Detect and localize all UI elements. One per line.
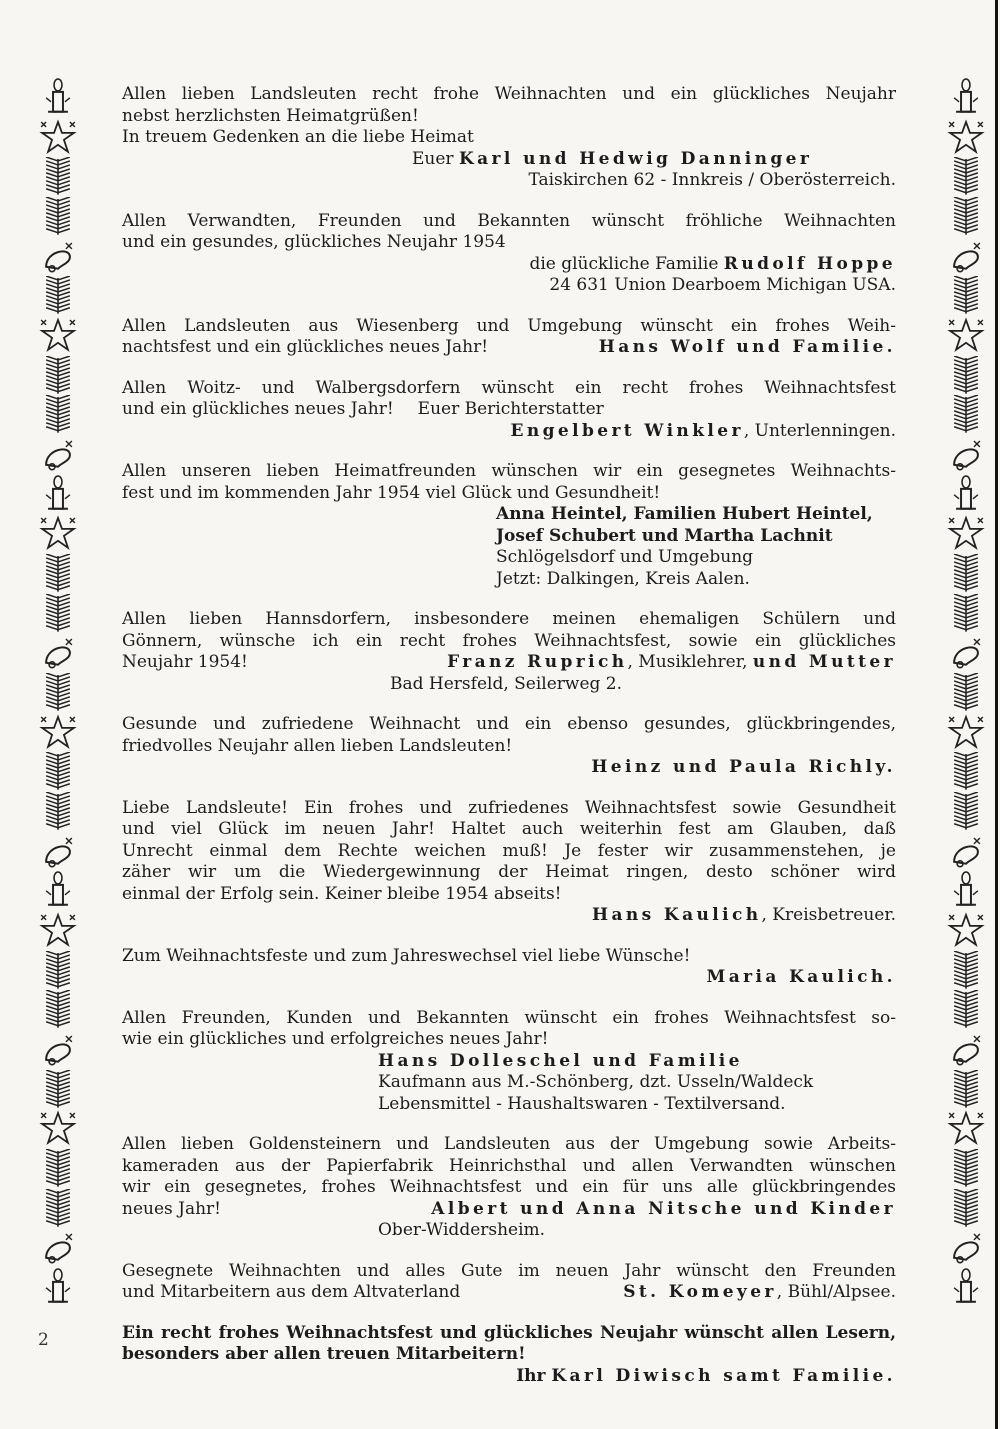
signature-prefix: Ihr: [516, 1365, 552, 1386]
text-segment: neues Jahr!: [122, 1198, 222, 1219]
signature-address: Schlögelsdorf und Umgebung: [496, 547, 754, 567]
fir-branch-icon: [38, 752, 78, 792]
text-segment: Neujahr 1954!: [122, 652, 248, 672]
text-line: einmal der Erfolg sein. Keiner bleibe 1954 abseits!: [122, 883, 562, 904]
text-segment: und ein glückliches neues Jahr!: [122, 399, 394, 419]
text-line: friedvolles Neujahr allen lieben Landsleuten!: [122, 735, 513, 756]
text-line: Ein recht frohes Weihnachtsfest und glückliches Neujahr wünscht allen Lesern,: [122, 1322, 896, 1343]
bell-icon: [38, 633, 78, 673]
candle-icon: [38, 1268, 78, 1308]
fir-branch-icon: [946, 157, 986, 197]
star-icon: [946, 713, 986, 753]
fir-branch-icon: [946, 356, 986, 396]
text-line: [122, 399, 896, 421]
fir-branch-icon: [38, 792, 78, 832]
bell-icon: [38, 237, 78, 277]
bell-icon: [946, 435, 986, 475]
signature-suffix: , Bühl/Alpsee.: [776, 1282, 896, 1302]
candle-icon: [38, 475, 78, 515]
candle-icon: [38, 78, 78, 118]
greeting-ruprich: [122, 609, 896, 695]
signature-suffix: , Kreisbetreuer.: [761, 905, 896, 925]
fir-branch-icon: [38, 990, 78, 1030]
fir-branch-icon: [946, 990, 986, 1030]
bell-icon: [946, 1228, 986, 1268]
fir-branch-icon: [946, 792, 986, 832]
greeting-nitsche: [122, 1134, 896, 1242]
star-icon: [946, 118, 986, 158]
star-icon: [38, 514, 78, 554]
fir-branch-icon: [946, 1149, 986, 1189]
fir-branch-icon: [946, 673, 986, 713]
fir-branch-icon: [946, 276, 986, 316]
text-line: Allen Freunden, Kunden und Bekannten wünscht ein frohes Weihnachtsfest so-: [122, 1007, 896, 1028]
text-line: nebst herzlichsten Heimatgrüßen!: [122, 105, 419, 126]
candle-icon: [38, 871, 78, 911]
bell-icon: [38, 435, 78, 475]
fir-branch-icon: [38, 673, 78, 713]
fir-branch-icon: [946, 1189, 986, 1229]
signature-prefix: Euer: [412, 148, 459, 169]
signature-name: Karl und Hedwig Danninger: [458, 148, 813, 169]
text-line: und viel Glück im neuen Jahr! Haltet auch weiterhin fest am Glauben, daß: [122, 819, 896, 839]
text-line: Gesegnete Weihnachten und alles Gute im neuen Jahr wünscht den Freunden: [122, 1260, 896, 1281]
page-edge: [995, 0, 998, 1429]
greeting-hoppe: [122, 211, 896, 297]
greeting-dolleschel: [122, 1008, 896, 1116]
signature-suffix: , Unterlenningen.: [743, 420, 896, 441]
text-line: Gönnern, wünsche ich ein recht frohes Weihnachtsfest, sowie ein glückliches: [122, 630, 896, 651]
signature-address: Ober-Widdersheim.: [378, 1220, 546, 1240]
bell-icon: [946, 633, 986, 673]
text-line: kameraden aus der Papierfabrik Heinrichsthal und allen Verwandten wünschen: [122, 1155, 896, 1176]
greeting-winkler: [122, 378, 896, 443]
text-line: Zum Weihnachtsfeste und zum Jahreswechsel viel liebe Wünsche!: [122, 945, 691, 966]
text-line: In treuem Gedenken an die liebe Heimat: [122, 127, 474, 147]
star-icon: [38, 1109, 78, 1149]
text-line: fest und im kommenden Jahr 1954 viel Glück und Gesundheit!: [122, 482, 661, 503]
fir-branch-icon: [38, 1149, 78, 1189]
page-number: 2: [38, 1330, 49, 1350]
fir-branch-icon: [38, 276, 78, 316]
signature-address: Bad Hersfeld, Seilerweg 2.: [390, 673, 623, 694]
text-line: wie ein glückliches und erfolgreiches neues Jahr!: [122, 1029, 549, 1049]
text-segment: und Mitarbeitern aus dem Altvaterland: [122, 1282, 461, 1302]
text-segment: Euer Berichterstatter: [417, 399, 604, 419]
signature-line: [248, 652, 896, 674]
signature-address: Jetzt: Dalkingen, Kreis Aalen.: [496, 568, 750, 589]
signature-name: Engelbert Winkler: [510, 420, 744, 441]
fir-branch-icon: [38, 1070, 78, 1110]
bell-icon: [946, 237, 986, 277]
text-line: Liebe Landsleute! Ein frohes und zufriedenes Weihnachtsfest sowie Gesundheit: [122, 797, 896, 818]
greeting-kaulich: [122, 798, 896, 927]
fir-branch-icon: [38, 594, 78, 634]
fir-branch-icon: [946, 1070, 986, 1110]
text-line: Unrecht einmal dem Rechte weichen muß! Je fester wir zusammenstehen, je: [122, 840, 896, 861]
text-line: Allen lieben Goldensteinern und Landsleuten aus der Umgebung sowie Arbeits-: [122, 1134, 896, 1154]
fir-branch-icon: [946, 752, 986, 792]
text-line: Allen Landsleuten aus Wiesenberg und Umgebung wünscht ein frohes Weih-: [122, 315, 896, 336]
signature-line: [122, 1366, 896, 1388]
text-line: Allen lieben Hannsdorfern, insbesondere meinen ehemaligen Schülern und: [122, 609, 896, 629]
signature-line: [122, 254, 896, 276]
signature-prefix: die glückliche Familie: [529, 253, 724, 274]
greeting-maria-kaulich: [122, 946, 896, 989]
star-icon: [946, 911, 986, 951]
signature-name: Heinz und Paula Richly.: [591, 757, 896, 777]
fir-branch-icon: [38, 157, 78, 197]
signature-address: Kaufmann aus M.-Schönberg, dzt. Usseln/Waldeck: [378, 1072, 814, 1092]
greeting-komeyer: [122, 1261, 896, 1304]
text-line: Allen Verwandten, Freunden und Bekannten wünscht fröhliche Weihnachten: [122, 210, 896, 231]
text-line: [122, 337, 896, 359]
bell-icon: [38, 1228, 78, 1268]
star-icon: [946, 1109, 986, 1149]
signature-name: Karl Diwisch samt Familie.: [551, 1365, 896, 1386]
fir-branch-icon: [946, 554, 986, 594]
right-ornament-border: [944, 78, 988, 1308]
bell-icon: [38, 832, 78, 872]
signature-line: [460, 1282, 896, 1304]
signature-name: Hans Wolf und Familie.: [598, 337, 896, 357]
signature-line: [122, 905, 896, 927]
signature-address: 24 631 Union Dearboem Michigan USA.: [549, 275, 896, 295]
signature-address: Taiskirchen 62 - Innkreis / Oberösterreich.: [528, 170, 896, 190]
star-icon: [38, 911, 78, 951]
text-line: [122, 1282, 896, 1304]
star-icon: [38, 118, 78, 158]
fir-branch-icon: [38, 951, 78, 991]
text-line: wir ein gesegnetes, frohes Weihnachtsfest und ein für uns alle glückbringendes: [122, 1177, 896, 1197]
fir-branch-icon: [38, 395, 78, 435]
candle-icon: [946, 78, 986, 118]
fir-branch-icon: [38, 1189, 78, 1229]
signature-name: Maria Kaulich.: [706, 967, 896, 987]
fir-branch-icon: [946, 395, 986, 435]
signature-name: St. Komeyer: [623, 1282, 777, 1302]
signature-address: Lebensmittel - Haushaltswaren - Textilversand.: [378, 1093, 786, 1114]
text-line: Allen lieben Landsleuten recht frohe Weihnachten und ein glückliches Neujahr: [122, 84, 896, 104]
fir-branch-icon: [946, 951, 986, 991]
greeting-richly: [122, 714, 896, 779]
star-icon: [946, 514, 986, 554]
text-line: besonders aber allen treuen Mitarbeitern!: [122, 1344, 526, 1364]
text-line: und ein gesundes, glückliches Neujahr 1954: [122, 232, 506, 252]
fir-branch-icon: [946, 197, 986, 237]
signature-name: Franz Ruprich: [447, 652, 628, 672]
signature-name: Albert und Anna Nitsche und Kinder: [431, 1198, 896, 1219]
bell-icon: [946, 832, 986, 872]
signature-name: Rudolf Hoppe: [723, 253, 896, 274]
signature-name: und Mutter: [752, 652, 896, 672]
greeting-danninger: [122, 84, 896, 192]
signature-line: [122, 149, 896, 171]
text-line: Allen unseren lieben Heimatfreunden wünschen wir ein gesegnetes Weihnachts-: [122, 461, 896, 481]
greeting-heintel: [122, 461, 896, 590]
fir-branch-icon: [38, 554, 78, 594]
candle-icon: [946, 1268, 986, 1308]
signature-name: Anna Heintel, Familien Hubert Heintel,: [496, 504, 873, 524]
signature-name: Hans Dolleschel und Familie: [378, 1050, 743, 1071]
bell-icon: [946, 1030, 986, 1070]
greeting-wolf: [122, 316, 896, 359]
text-line: Gesunde und zufriedene Weihnacht und ein ebenso gesundes, glückbringendes,: [122, 714, 896, 734]
star-icon: [38, 316, 78, 356]
fir-branch-icon: [946, 594, 986, 634]
bell-icon: [38, 1030, 78, 1070]
candle-icon: [946, 475, 986, 515]
text-line: [122, 1199, 896, 1221]
text-line: Allen Woitz- und Walbergsdorfern wünscht ein recht frohes Weihnachtsfest: [122, 377, 896, 398]
star-icon: [946, 316, 986, 356]
fir-branch-icon: [38, 197, 78, 237]
signature-line: [122, 421, 896, 443]
signature-name: Hans Kaulich: [591, 905, 762, 925]
text-line: zäher wir um die Wiedergewinnung der Heimat ringen, desto schöner wird: [122, 862, 896, 882]
greeting-diwisch: [122, 1323, 896, 1388]
candle-icon: [946, 871, 986, 911]
star-icon: [38, 713, 78, 753]
fir-branch-icon: [38, 356, 78, 396]
left-ornament-border: [36, 78, 80, 1308]
text-segment: nachtsfest und ein glückliches neues Jahr!: [122, 337, 489, 357]
signature-role: , Musiklehrer,: [627, 652, 753, 672]
greetings-column: [122, 84, 896, 1406]
signature-name: Josef Schubert und Martha Lachnit: [496, 525, 833, 546]
text-line: [122, 652, 896, 674]
